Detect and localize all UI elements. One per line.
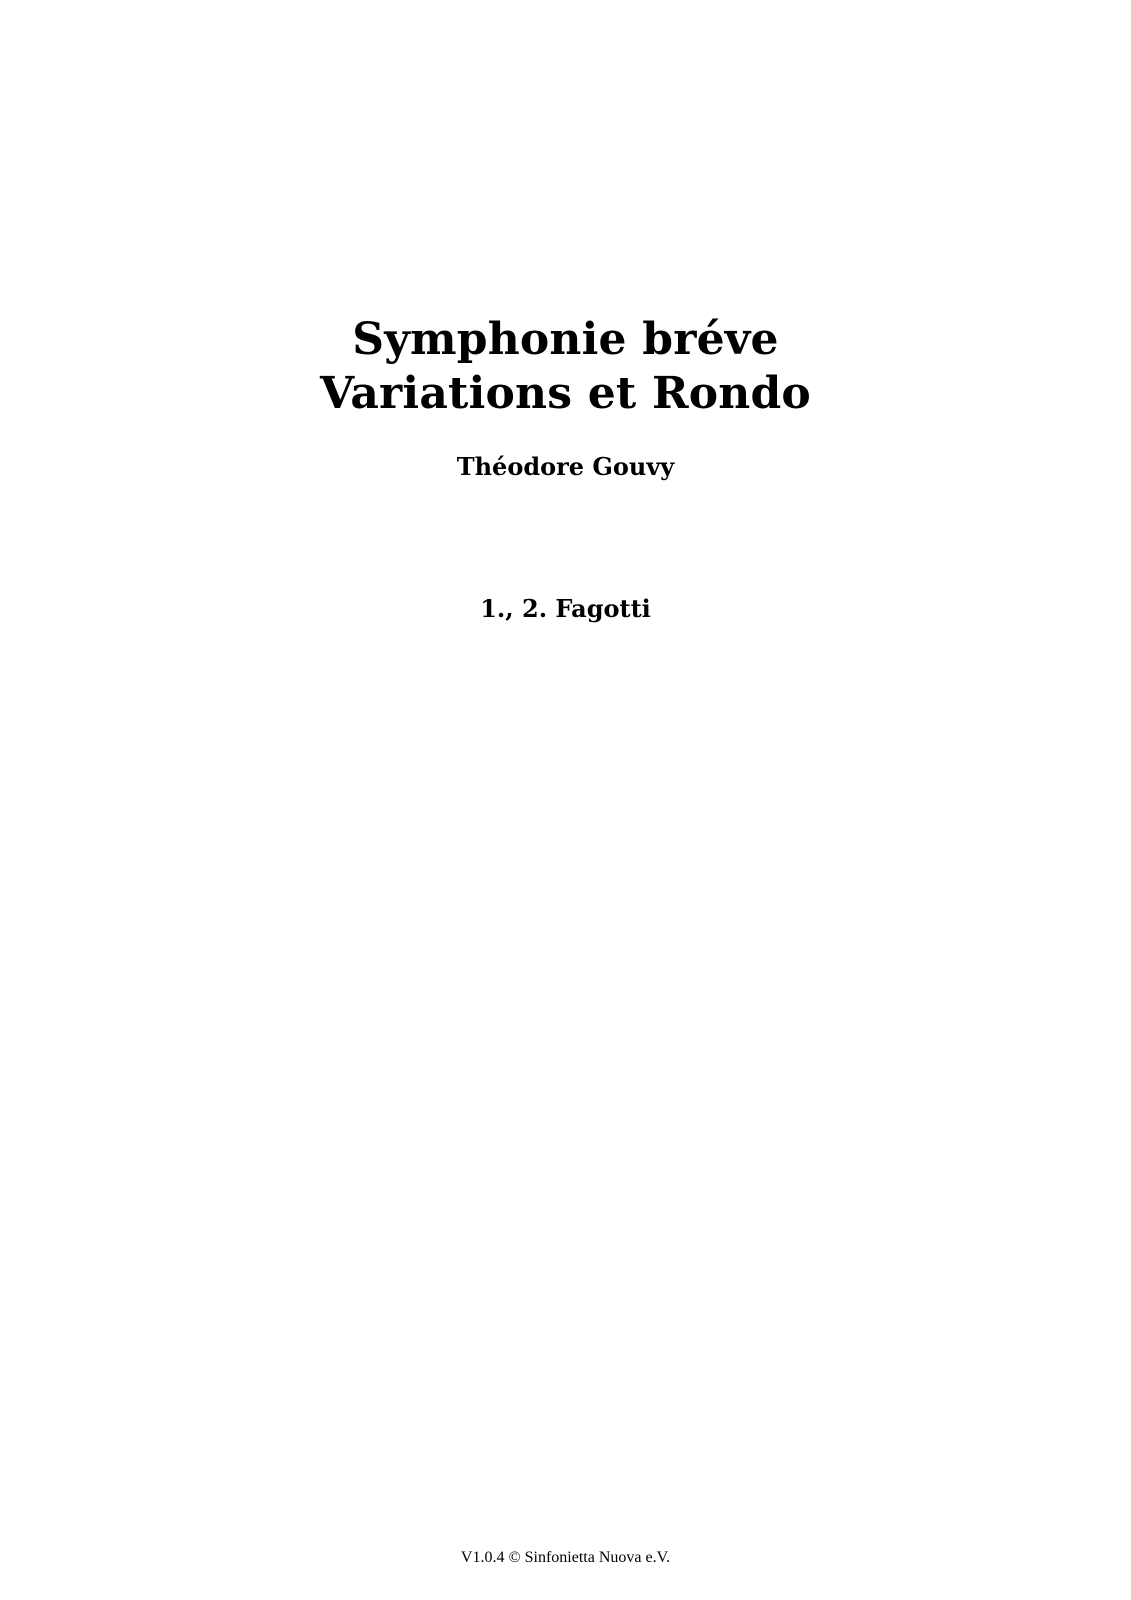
work-title-line-2: Variations et Rondo bbox=[320, 368, 811, 419]
version-copyright-footer: V1.0.4 © Sinfonietta Nuova e.V. bbox=[460, 1549, 671, 1566]
instrument-part: 1., 2. Fagotti bbox=[480, 594, 651, 623]
composer-name: Théodore Gouvy bbox=[456, 452, 675, 481]
work-title-line-1: Symphonie bréve bbox=[352, 314, 779, 365]
work-title bbox=[0, 313, 1131, 421]
